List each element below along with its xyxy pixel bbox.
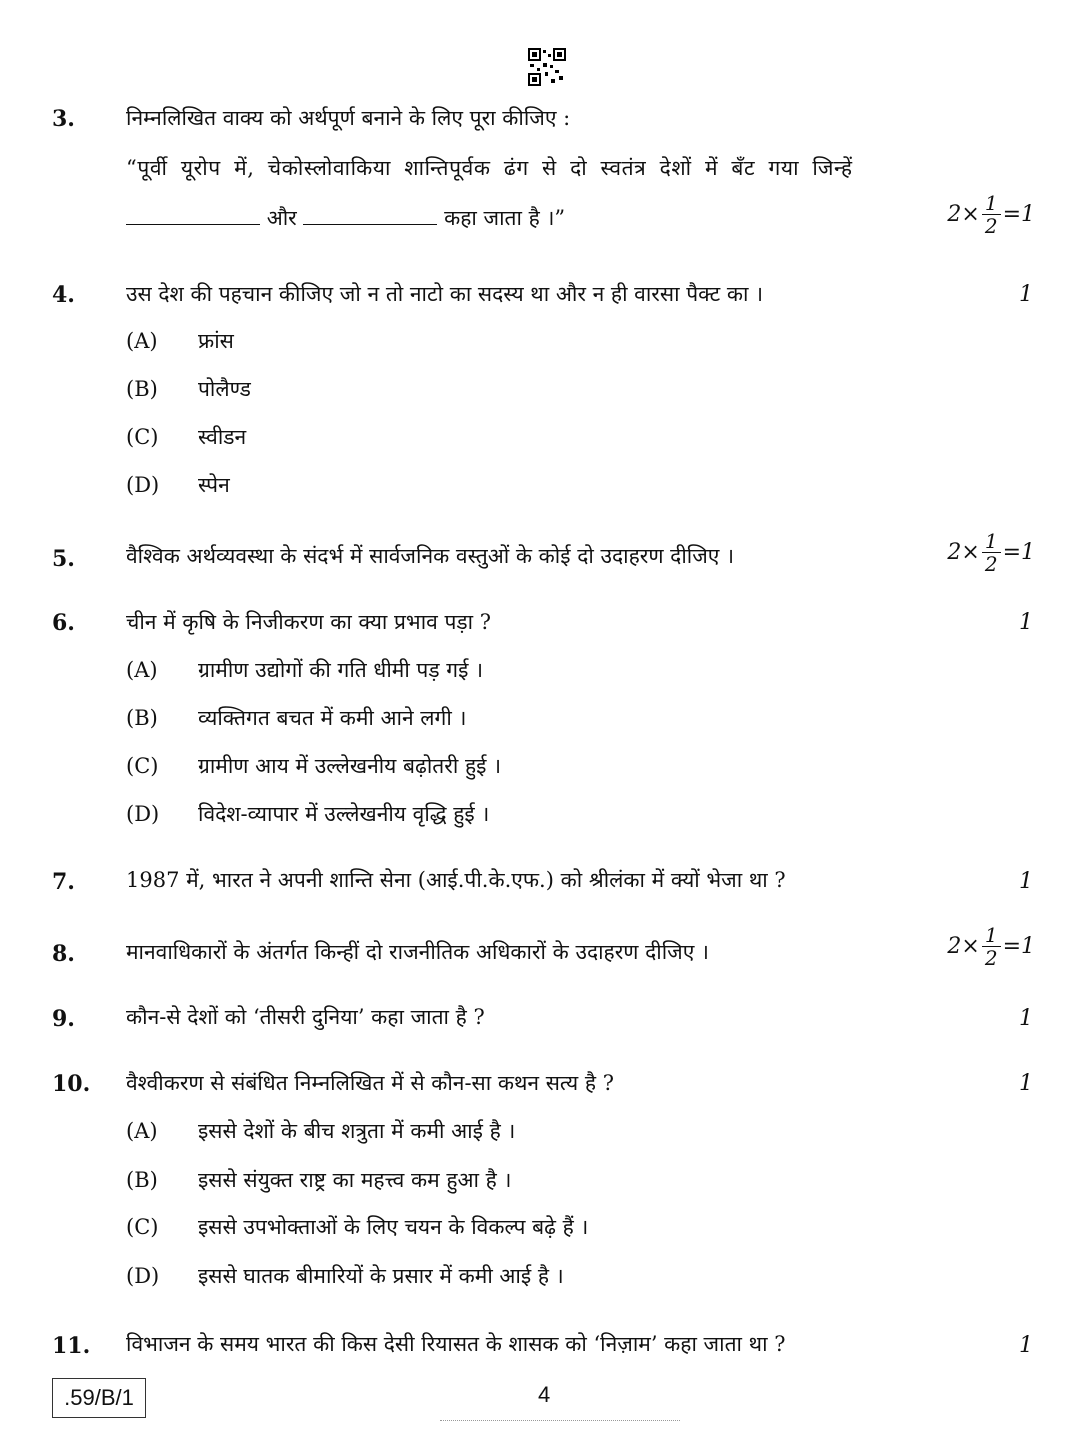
fraction-denominator: 2	[984, 214, 998, 238]
marks-prefix: 2×	[947, 540, 980, 565]
option-label: (C)	[126, 425, 159, 449]
option-text: पोलैण्ड	[198, 377, 251, 401]
question-number: 9.	[52, 1006, 75, 1032]
option-a	[126, 656, 483, 684]
option-label: (B)	[126, 706, 158, 730]
option-label: (C)	[126, 754, 159, 778]
option-c	[126, 1213, 588, 1241]
marks-prefix: 2×	[947, 934, 980, 959]
blank-line	[126, 204, 565, 232]
option-text: व्यक्तिगत बचत में कमी आने लगी ।	[198, 706, 467, 730]
marks-suffix: =1	[1002, 934, 1035, 959]
option-a	[126, 327, 234, 355]
option-b	[126, 1166, 511, 1194]
option-label: (A)	[126, 1119, 158, 1143]
option-b	[126, 704, 466, 732]
microprint-divider	[440, 1420, 680, 1425]
option-text: स्पेन	[198, 473, 230, 497]
option-b	[126, 375, 251, 403]
fraction-denominator: 2	[984, 552, 998, 576]
blank-ending: कहा जाता है ।”	[444, 206, 566, 230]
question-number: 5.	[52, 546, 75, 572]
option-text: इससे उपभोक्ताओं के लिए चयन के विकल्प बढ़े हैं ।	[198, 1215, 589, 1239]
option-c	[126, 752, 501, 780]
marks	[947, 530, 1035, 575]
marks: 1	[1019, 282, 1033, 307]
option-a	[126, 1117, 515, 1145]
answer-blank-1[interactable]	[126, 206, 260, 225]
fraction-denominator: 2	[984, 946, 998, 970]
marks: 1	[1019, 1333, 1033, 1358]
marks: 1	[1019, 610, 1033, 635]
option-d	[126, 800, 489, 828]
fraction	[982, 924, 1001, 969]
option-d	[126, 471, 230, 499]
option-label: (B)	[126, 1168, 158, 1192]
question-text: उस देश की पहचान कीजिए जो न तो नाटो का सदस्य था और न ही वारसा पैक्ट का ।	[126, 282, 764, 306]
option-label: (C)	[126, 1215, 159, 1239]
option-c	[126, 423, 246, 451]
marks-suffix: =1	[1002, 540, 1035, 565]
marks: 1	[1019, 1006, 1033, 1031]
paper-code: .59/B/1	[52, 1378, 146, 1418]
question-text: वैश्विक अर्थव्यवस्था के संदर्भ में सार्वजनिक वस्तुओं के कोई दो उदाहरण दीजिए ।	[126, 544, 735, 568]
question-number: 11.	[52, 1333, 91, 1359]
option-text: ग्रामीण आय में उल्लेखनीय बढ़ोतरी हुई ।	[198, 754, 502, 778]
option-label: (D)	[126, 473, 160, 497]
marks: 1	[1019, 1071, 1033, 1096]
fraction	[982, 530, 1001, 575]
question-number: 4.	[52, 282, 75, 308]
option-text: इससे संयुक्त राष्ट्र का महत्त्व कम हुआ है ।	[198, 1168, 512, 1192]
question-text: वैश्वीकरण से संबंधित निम्नलिखित में से कौन-सा कथन सत्य है ?	[126, 1071, 614, 1095]
option-text: इससे घातक बीमारियों के प्रसार में कमी आई है ।	[198, 1264, 564, 1288]
marks-prefix: 2×	[947, 202, 980, 227]
option-text: विदेश-व्यापार में उल्लेखनीय वृद्धि हुई ।	[198, 802, 490, 826]
option-label: (D)	[126, 802, 160, 826]
option-text: इससे देशों के बीच शत्रुता में कमी आई है ।	[198, 1119, 516, 1143]
option-d	[126, 1262, 564, 1290]
option-text: फ्रांस	[198, 329, 234, 353]
marks	[947, 192, 1035, 237]
question-text: कौन-से देशों को ‘तीसरी दुनिया’ कहा जाता है ?	[126, 1005, 485, 1029]
option-label: (A)	[126, 658, 158, 682]
option-text: ग्रामीण उद्योगों की गति धीमी पड़ गई ।	[198, 658, 484, 682]
fraction-numerator: 1	[982, 530, 1001, 553]
question-text: मानवाधिकारों के अंतर्गत किन्हीं दो राजनीतिक अधिकारों के उदाहरण दीजिए ।	[126, 940, 709, 964]
question-number: 10.	[52, 1071, 91, 1097]
marks	[947, 924, 1035, 969]
fraction-numerator: 1	[982, 192, 1001, 215]
question-text-line-2: “पूर्वी यूरोप में, चेकोस्लोवाकिया शान्तिपूर्वक ढंग से दो स्वतंत्र देशों में बँट गया जिन्हें	[126, 156, 853, 180]
marks-suffix: =1	[1002, 202, 1035, 227]
qr-code-icon	[528, 48, 566, 86]
page-number: 4	[538, 1382, 551, 1407]
answer-blank-2[interactable]	[303, 206, 437, 225]
option-label: (D)	[126, 1264, 160, 1288]
question-number: 6.	[52, 610, 75, 636]
option-text: स्वीडन	[198, 425, 247, 449]
question-text: विभाजन के समय भारत की किस देसी रियासत के शासक को ‘निज़ाम’ कहा जाता था ?	[126, 1332, 786, 1356]
marks: 1	[1019, 869, 1033, 894]
blank-connector: और	[266, 206, 297, 230]
question-text: निम्नलिखित वाक्य को अर्थपूर्ण बनाने के लिए पूरा कीजिए :	[126, 106, 571, 130]
fraction-numerator: 1	[982, 924, 1001, 947]
question-text: चीन में कृषि के निजीकरण का क्या प्रभाव पड़ा ?	[126, 610, 492, 634]
question-number: 3.	[52, 106, 75, 132]
question-number: 7.	[52, 869, 75, 895]
option-label: (B)	[126, 377, 158, 401]
option-label: (A)	[126, 329, 158, 353]
question-text: 1987 में, भारत ने अपनी शान्ति सेना (आई.पी.के.एफ.) को श्रीलंका में क्यों भेजा था ?	[126, 868, 786, 892]
question-number: 8.	[52, 941, 75, 967]
fraction	[982, 192, 1001, 237]
